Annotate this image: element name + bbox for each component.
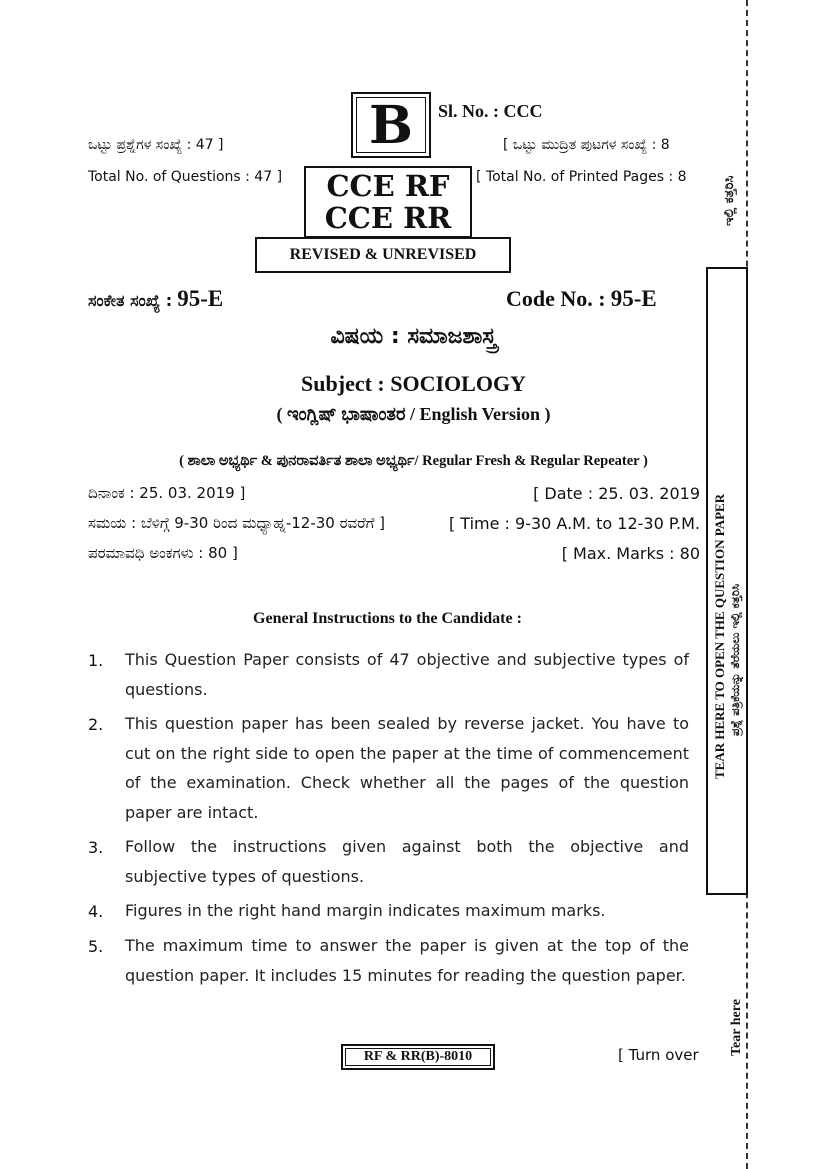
version-line: ( ಇಂಗ್ಲಿಷ್ ಭಾಷಾಂತರ / English Version ) bbox=[276, 404, 551, 424]
serial-number: Sl. No. : CCC bbox=[438, 101, 543, 121]
instruction-number: 4. bbox=[88, 902, 104, 921]
code-value: 95-E bbox=[610, 286, 657, 311]
instruction-number: 1. bbox=[88, 651, 104, 670]
kn-time: ಸಮಯ : ಬೆಳಿಗ್ಗೆ 9-30 ರಿಂದ ಮಧ್ಯಾಹ್ನ-12-30 ರವರೆಗೆ ] bbox=[88, 514, 386, 532]
series-box: B bbox=[351, 92, 431, 158]
code-label: Code No. : bbox=[506, 286, 606, 311]
kn-total-pages: [ ಒಟ್ಟು ಮುದ್ರಿತ ಪುಟಗಳ ಸಂಖ್ಯೆ : 8 bbox=[503, 137, 670, 153]
instruction-number: 5. bbox=[88, 937, 104, 956]
paper-code-box: RF & RR(B)-8010 bbox=[341, 1044, 495, 1070]
candidate-type: ( ಶಾಲಾ ಅಭ್ಯರ್ಥಿ & ಪುನರಾವರ್ತಿತ ಶಾಲಾ ಅಭ್ಯರ್ಥಿ/ Regular Fresh & Regular Repeater ) bbox=[179, 453, 648, 469]
kn-code-line bbox=[88, 286, 223, 312]
kn-code-label: ಸಂಕೇತ ಸಂಖ್ಯೆ : bbox=[88, 291, 173, 310]
tear-here-kn: ಪ್ರಶ್ನೆ ಪತ್ರಿಕೆಯನ್ನು ತೆರೆಯಲು ಇಲ್ಲಿ ಕತ್ತರಿಸಿ bbox=[728, 583, 742, 736]
instruction-text: This question paper has been sealed by reverse jacket. You have to cut on the right side to open the paper at the time of commencement of the examination. Check whether all the pages of the question paper are intact. bbox=[125, 714, 689, 822]
instruction-number: 2. bbox=[88, 715, 104, 734]
turn-over: [ Turn over bbox=[618, 1046, 699, 1064]
instruction-text: The maximum time to answer the paper is given at the top of the question paper. It includes 15 minutes for reading the question paper. bbox=[125, 936, 689, 985]
instruction-text: Figures in the right hand margin indicates maximum marks. bbox=[125, 901, 606, 920]
total-questions: Total No. of Questions : 47 ] bbox=[88, 169, 283, 185]
subject-en: Subject : SOCIOLOGY bbox=[301, 371, 526, 396]
revised-unrevised-box: REVISED & UNREVISED bbox=[255, 237, 511, 273]
max-marks: [ Max. Marks : 80 bbox=[561, 544, 700, 563]
tear-here-bottom: Tear here bbox=[729, 999, 744, 1056]
subject-kn: ವಿಷಯ : ಸಮಾಜಶಾಸ್ತ್ರ bbox=[330, 324, 497, 349]
total-printed-pages: [ Total No. of Printed Pages : 8 bbox=[476, 169, 687, 185]
kn-total-questions: ಒಟ್ಟು ಪ್ರಶ್ನೆಗಳ ಸಂಖ್ಯೆ : 47 ] bbox=[88, 137, 224, 153]
time: [ Time : 9-30 A.M. to 12-30 P.M. bbox=[448, 514, 700, 533]
instruction-text: This Question Paper consists of 47 objective and subjective types of questions. bbox=[125, 650, 689, 699]
tear-here-en: TEAR HERE TO OPEN THE QUESTION PAPER bbox=[712, 493, 727, 779]
cce-box bbox=[304, 166, 472, 238]
kn-code-value: 95-E bbox=[177, 286, 224, 311]
cce-line-1: CCE RF bbox=[326, 169, 450, 203]
code-line bbox=[506, 286, 657, 312]
tear-instruction-box bbox=[706, 267, 748, 895]
kn-date: ದಿನಾಂಕ : 25. 03. 2019 ] bbox=[88, 484, 246, 502]
date: [ Date : 25. 03. 2019 bbox=[533, 484, 700, 503]
instruction-text: Follow the instructions given against both the objective and subjective types of questions. bbox=[125, 837, 689, 886]
cce-line-2: CCE RR bbox=[324, 201, 452, 235]
kn-max-marks: ಪರಮಾವಧಿ ಅಂಕಗಳು : 80 ] bbox=[88, 544, 238, 562]
instruction-number: 3. bbox=[88, 838, 104, 857]
tear-here-kn-top: ಇಲ್ಲಿ ಕತ್ತರಿಸಿ bbox=[722, 175, 737, 226]
instructions-heading: General Instructions to the Candidate : bbox=[253, 610, 522, 627]
